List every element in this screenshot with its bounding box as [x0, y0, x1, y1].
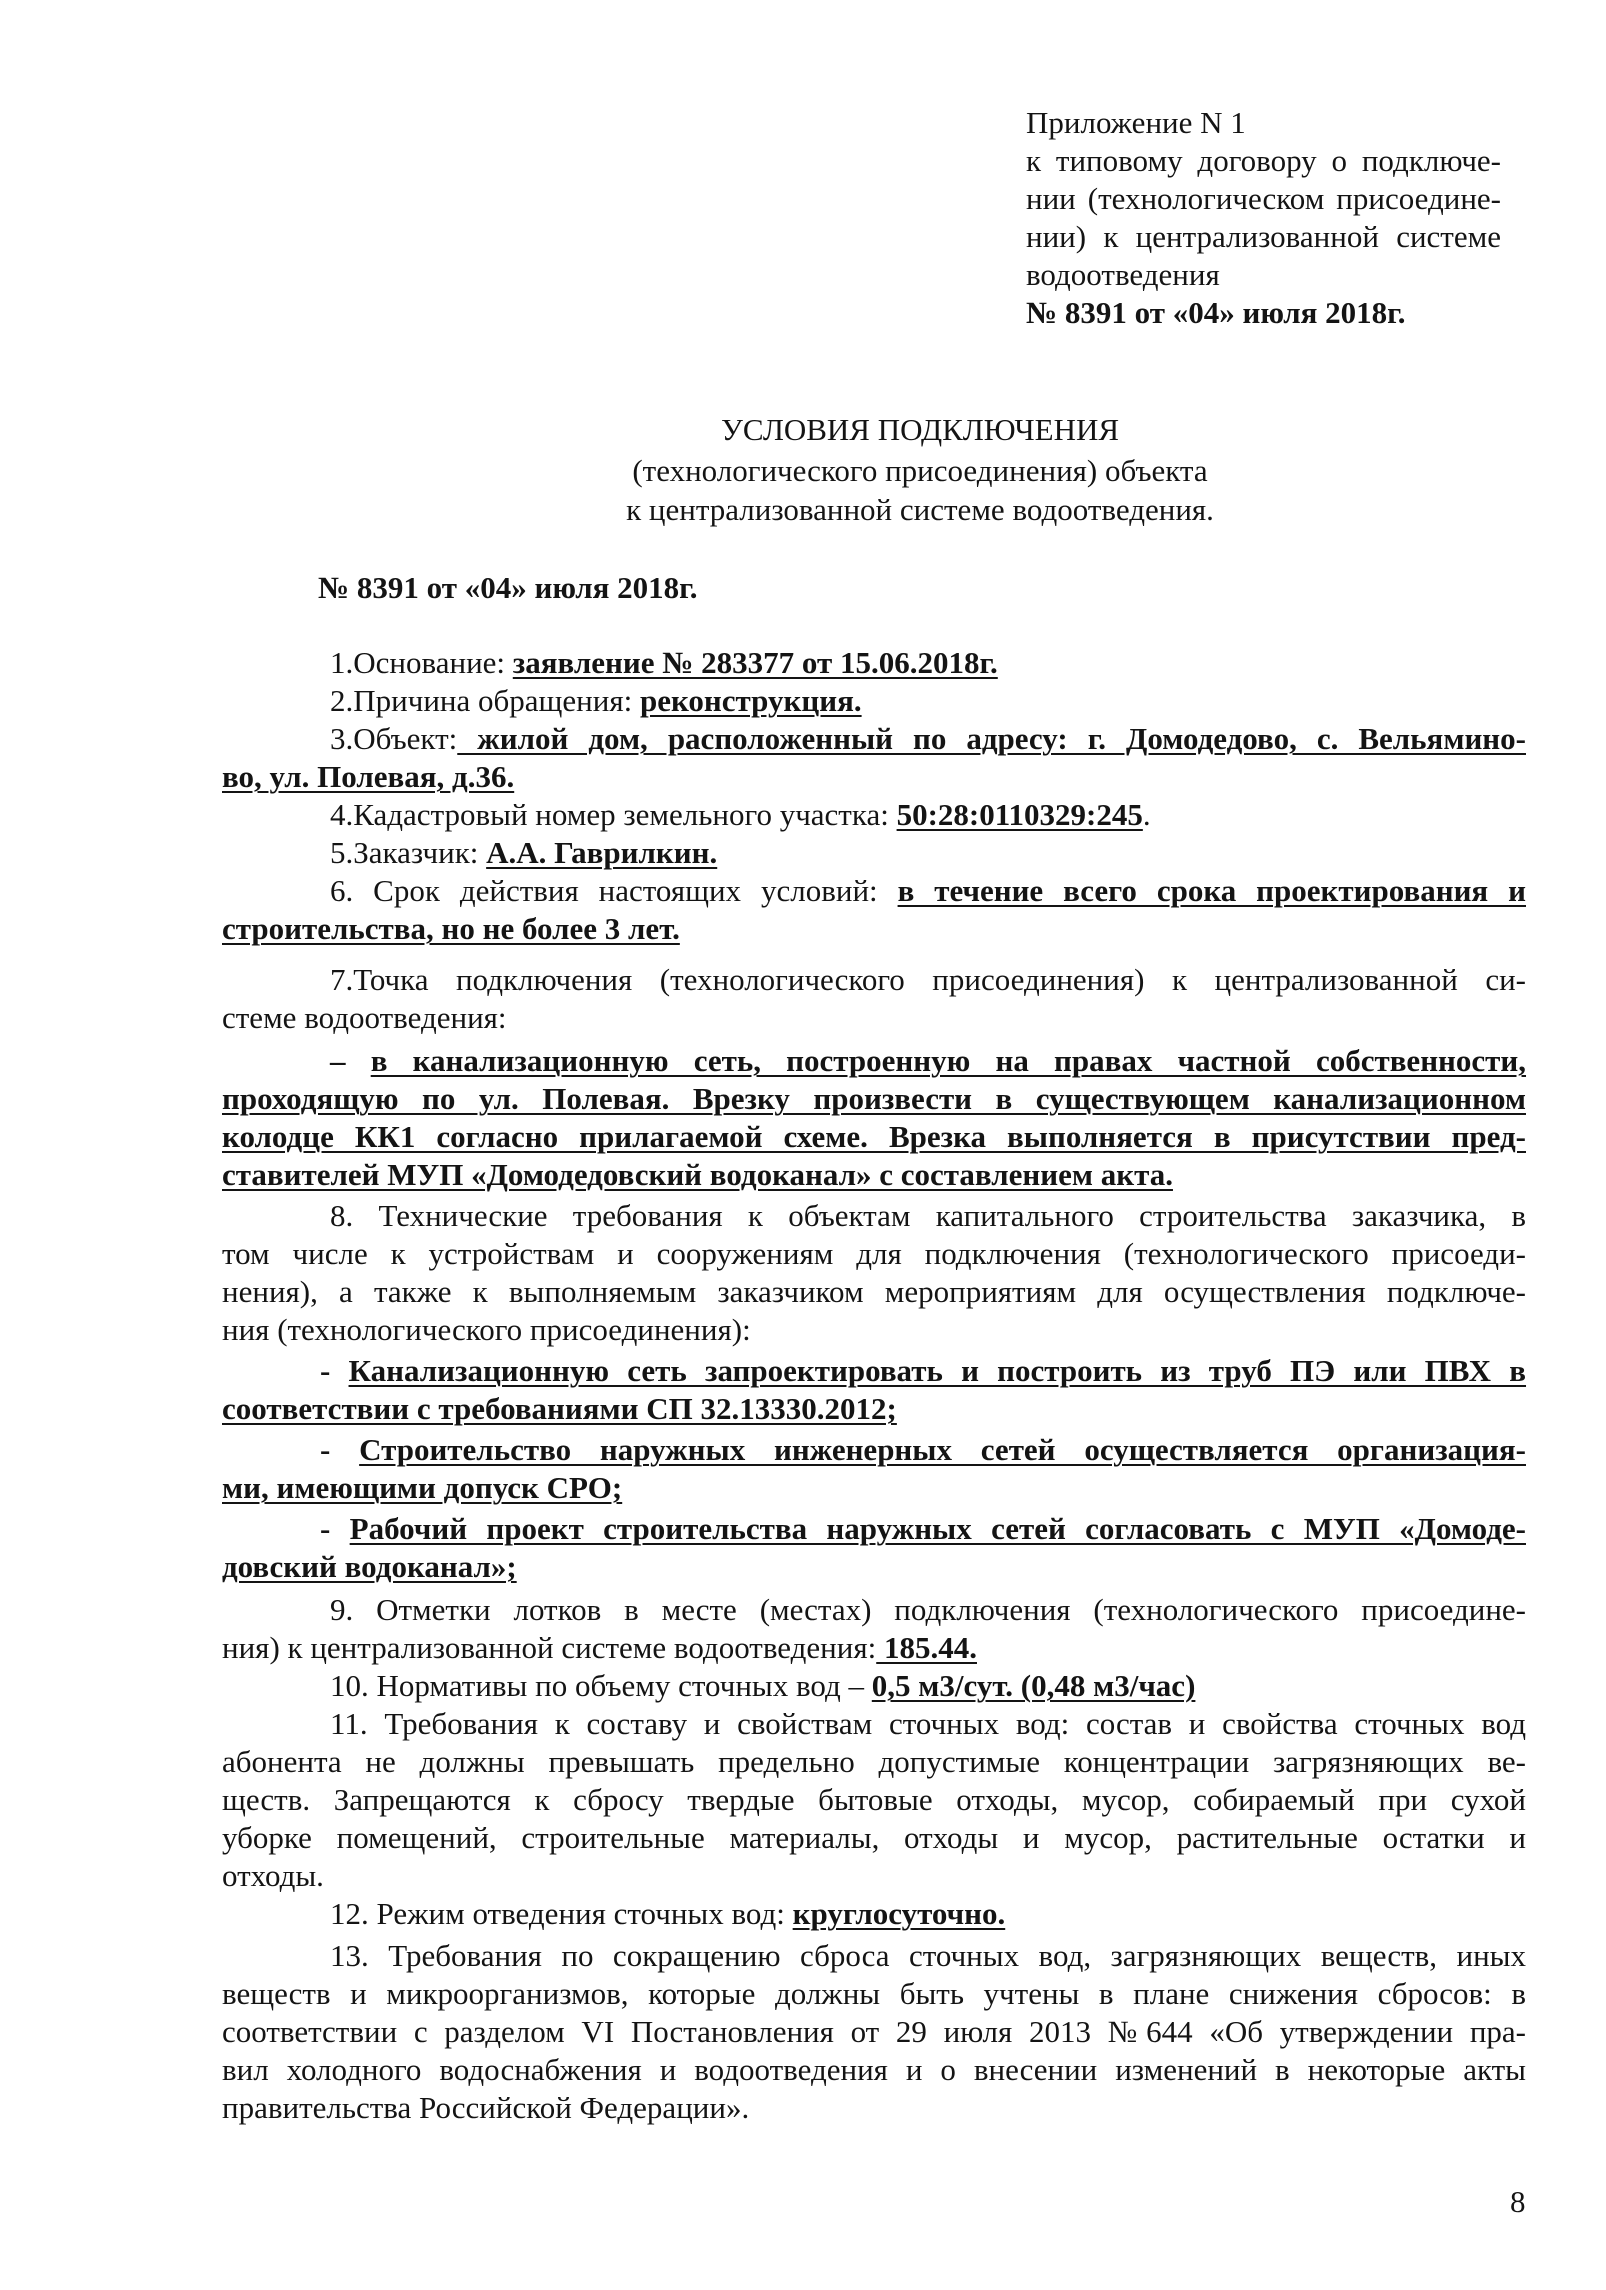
item-1: 1.Основание: заявление № 283377 от 15.06.2018г. — [330, 645, 998, 680]
item-13-continued: вил холодного водоснабжения и водоотведения и о внесении изменений в некоторые акты — [222, 2052, 1526, 2087]
item-9-continued: ния) к централизованной системе водоотведения: 185.44. — [222, 1630, 977, 1665]
item-7-value: колодце КК1 согласно прилагаемой схеме. Врезка выполняется в присутствии пред- — [222, 1119, 1526, 1154]
item-7-continued: стеме водоотведения: — [222, 1000, 507, 1035]
item-6-continued: строительства, но не более 3 лет. — [222, 911, 680, 946]
appendix-line: нии (технологическом присоедине- — [1026, 181, 1501, 216]
appendix-line: к типовому договору о подключе- — [1026, 143, 1501, 178]
page-number: 8 — [1510, 2184, 1526, 2219]
item-8-continued: нения), а также к выполняемым заказчиком мероприятиям для осуществления подключе- — [222, 1274, 1526, 1309]
item-8-requirement: довский водоканал»; — [222, 1549, 517, 1584]
item-3-value: жилой дом, расположенный по адресу: г. Домодедово, с. Вельямино- — [457, 721, 1526, 756]
item-6-value: в течение всего срока проектирования и — [897, 873, 1526, 908]
item-4-value: 50:28:0110329:245 — [896, 797, 1143, 832]
title-line: УСЛОВИЯ ПОДКЛЮЧЕНИЯ — [720, 412, 1120, 447]
item-11-continued: уборке помещений, строительные материалы, отходы и мусор, растительные остатки и — [222, 1820, 1526, 1855]
item-13-continued: соответствии с разделом VI Постановления от 29 июля 2013 №644 «Об утверждении пра- — [222, 2014, 1526, 2049]
item-8-requirement: - Строительство наружных инженерных сетей осуществляется организация- — [320, 1432, 1526, 1467]
item-8: 8. Технические требования к объектам капитального строительства заказчика, в — [330, 1198, 1526, 1233]
appendix-contract-number: № 8391 от «04» июля 2018г. — [1026, 295, 1406, 330]
item-12-value: круглосуточно. — [792, 1896, 1006, 1931]
title-line: (технологического присоединения) объекта — [632, 453, 1208, 488]
item-1-value: заявление № 283377 от 15.06.2018г. — [512, 645, 998, 680]
item-13: 13. Требования по сокращению сброса сточных вод, загрязняющих веществ, иных — [330, 1938, 1526, 1973]
appendix-line: водоотведения — [1026, 257, 1220, 292]
item-8-requirement: - Канализационную сеть запроектировать и построить из труб ПЭ или ПВХ в — [320, 1353, 1527, 1388]
item-2-value: реконструкция. — [639, 683, 862, 718]
item-8-continued: том числе к устройствам и сооружениям для подключения (технологического присоеди- — [222, 1236, 1526, 1271]
item-11: 11. Требования к составу и свойствам сточных вод: состав и свойства сточных вод — [330, 1706, 1526, 1741]
item-6: 6. Срок действия настоящих условий: в течение всего срока проектирования и — [330, 873, 1526, 908]
appendix-line: нии) к централизованной системе — [1026, 219, 1501, 254]
item-10: 10. Нормативы по объему сточных вод – 0,5 м3/сут. (0,48 м3/час) — [330, 1668, 1196, 1703]
item-8-continued: ния (технологического присоединения): — [222, 1312, 751, 1347]
item-7-value: проходящую по ул. Полевая. Врезку произвести в существующем канализационном — [222, 1081, 1526, 1116]
item-9-value: 185.44. — [876, 1630, 977, 1665]
document-number: № 8391 от «04» июля 2018г. — [318, 570, 698, 605]
item-7-value: – в канализационную сеть, построенную на правах частной собственности, — [330, 1043, 1527, 1078]
item-3-continued: во, ул. Полевая, д.36. — [222, 759, 515, 794]
item-11-continued: абонента не должны превышать предельно допустимые концентрации загрязняющих ве- — [222, 1744, 1526, 1779]
item-8-requirement: - Рабочий проект строительства наружных сетей согласовать с МУП «Домоде- — [320, 1511, 1526, 1546]
item-13-continued: веществ и микроорганизмов, которые должны быть учтены в плане снижения сбросов: в — [222, 1976, 1526, 2011]
appendix-line: Приложение N 1 — [1026, 105, 1246, 140]
item-8-requirement: ми, имеющими допуск СРО; — [222, 1470, 623, 1505]
item-11-continued: отходы. — [222, 1858, 324, 1893]
item-5: 5.Заказчик: А.А. Гаврилкин. — [330, 835, 718, 870]
item-13-continued: правительства Российской Федерации». — [222, 2090, 750, 2125]
item-5-value: А.А. Гаврилкин. — [486, 835, 718, 870]
item-10-value: 0,5 м3/сут. (0,48 м3/час) — [871, 1668, 1196, 1703]
item-11-continued: ществ. Запрещаются к сбросу твердые бытовые отходы, мусор, собираемый при сухой — [222, 1782, 1526, 1817]
title-line: к централизованной системе водоотведения. — [626, 492, 1214, 527]
item-3: 3.Объект: жилой дом, расположенный по адресу: г. Домодедово, с. Вельямино- — [330, 721, 1526, 756]
item-7: 7.Точка подключения (технологического присоединения) к централизованной си- — [330, 962, 1526, 997]
item-4: 4.Кадастровый номер земельного участка: 50:28:0110329:245. — [330, 797, 1151, 832]
item-8-requirement: соответствии с требованиями СП 32.13330.2012; — [222, 1391, 897, 1426]
item-7-value: ставителей МУП «Домодедовский водоканал» с составлением акта. — [222, 1157, 1173, 1192]
item-9: 9. Отметки лотков в месте (местах) подключения (технологического присоедине- — [330, 1592, 1526, 1627]
item-2: 2.Причина обращения: реконструкция. — [330, 683, 862, 718]
item-12: 12. Режим отведения сточных вод: круглосуточно. — [330, 1896, 1006, 1931]
